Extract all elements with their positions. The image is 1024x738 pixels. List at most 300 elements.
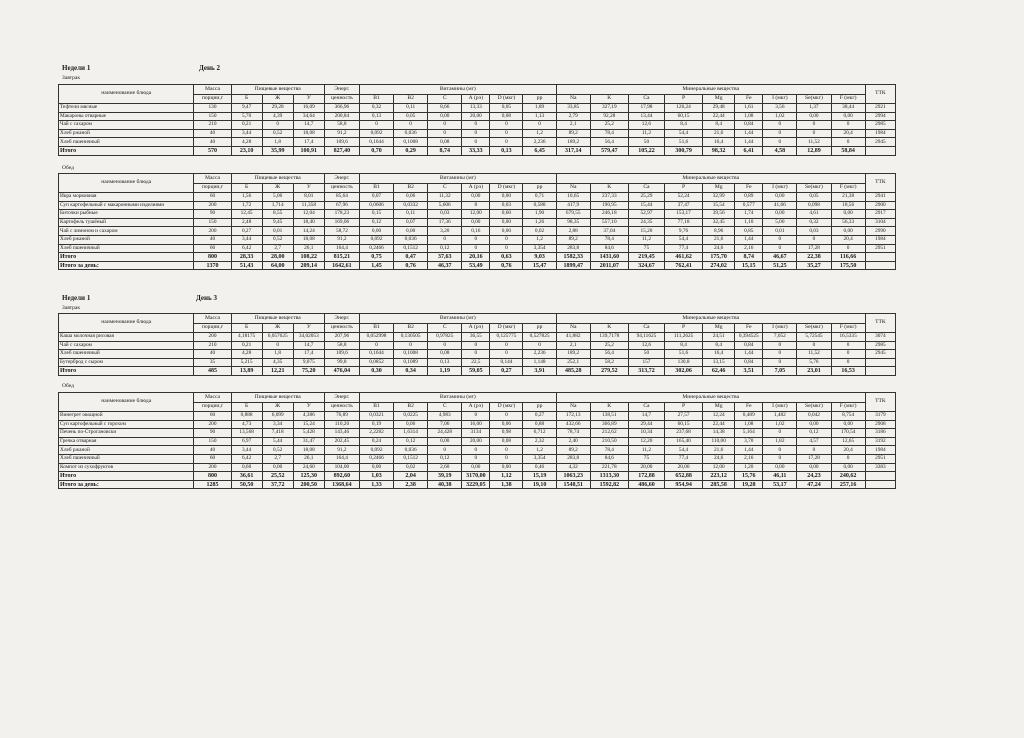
total-cell: 62,46 (703, 367, 735, 376)
table-cell: 4,57 (797, 437, 831, 446)
table-cell: 54,4 (665, 446, 703, 455)
total-cell: 762,41 (665, 261, 703, 270)
table-cell: 0 (462, 350, 490, 359)
col-header-b2: B2 (394, 95, 428, 104)
table-cell: 0,05 (797, 193, 831, 202)
table-cell: 21,6 (703, 129, 735, 138)
col-header-fe: Fe (735, 324, 763, 333)
total-label: Итого (59, 367, 194, 376)
table-cell: 29,44 (628, 420, 664, 429)
table-cell: 0 (462, 129, 490, 138)
table-cell: 8,4 (665, 341, 703, 350)
table-cell: 0,00 (831, 227, 865, 236)
table-cell: 237,68 (665, 429, 703, 438)
table-cell: 51,6 (665, 138, 703, 147)
table-cell: 366,96 (324, 104, 359, 113)
table-cell: 29,28 (262, 104, 293, 113)
table-cell: 17,28 (797, 244, 831, 253)
table-cell: 16,5335 (831, 333, 865, 342)
col-header-b1: B1 (359, 403, 393, 412)
day-total-row (59, 480, 896, 489)
table-cell: 0,00 (797, 112, 831, 121)
table-row (59, 463, 896, 472)
table-cell: 0 (490, 454, 523, 463)
total-cell: 4,58 (763, 146, 797, 155)
total-cell (865, 480, 895, 489)
table-cell: 0 (359, 121, 393, 130)
table-cell: 0 (490, 341, 523, 350)
table-cell: 15,20 (628, 227, 664, 236)
total-cell: 13,89 (231, 367, 262, 376)
total-label: Итого за день: (59, 261, 194, 270)
menu-table (58, 392, 896, 489)
total-cell: 1368,64 (324, 480, 359, 489)
table-cell: 4,983 (428, 412, 462, 421)
table-cell: 50 (628, 138, 664, 147)
table-cell: 1,44 (735, 446, 763, 455)
total-cell: 1,03 (359, 472, 393, 481)
header-row (59, 314, 896, 324)
table-cell: 8,4 (703, 121, 735, 130)
table-cell: 5,76 (797, 358, 831, 367)
table-cell: 153,17 (665, 210, 703, 219)
table-cell: 2,7 (262, 454, 293, 463)
total-cell: 485 (194, 367, 231, 376)
col-header-mg: Mg (703, 184, 735, 193)
table-cell: 40 (194, 129, 231, 138)
total-cell: 23,01 (797, 367, 831, 376)
dish-name: Суп картофельный с макаронными изделиями (59, 201, 194, 210)
table-row (59, 210, 896, 219)
table-cell: 0,00 (831, 210, 865, 219)
table-cell: 75 (628, 244, 664, 253)
table-cell: 0,12 (394, 437, 428, 446)
table-cell: 2,60 (428, 463, 462, 472)
table-cell: 3,44 (231, 235, 262, 244)
col-header-minerals: Минеральные вещества (556, 174, 865, 184)
table-cell: 0,2466 (359, 244, 393, 253)
total-cell: 28,33 (231, 253, 262, 262)
table-cell: 0,00 (462, 463, 490, 472)
table-cell: 75 (628, 454, 664, 463)
table-cell: 0,2466 (359, 454, 393, 463)
col-header-pp: pp (523, 184, 556, 193)
table-cell: 39,56 (703, 210, 735, 219)
col-header-f: F (мкг) (831, 184, 865, 193)
table-cell: 0 (490, 244, 523, 253)
table-cell: 0,84 (735, 121, 763, 130)
table-row (59, 350, 896, 359)
table-cell: 26,1 (293, 454, 324, 463)
dish-name: Хлеб пшеничный (59, 138, 194, 147)
total-label: Итого за день: (59, 480, 194, 489)
table-cell: 9,47 (231, 104, 262, 113)
table-cell: 29,48 (703, 104, 735, 113)
table-cell: 85,64 (324, 193, 359, 202)
col-header-name: наименование блюда (59, 393, 194, 412)
table-cell: 24,6 (703, 454, 735, 463)
table-cell: 89,2 (556, 235, 590, 244)
col-header-ca: Ca (628, 95, 664, 104)
table-cell: 20,4 (831, 129, 865, 138)
col-header-zh: Ж (262, 184, 293, 193)
table-cell: 89,2 (556, 129, 590, 138)
table-cell: 1,44 (735, 129, 763, 138)
col-header-i: I (мкг) (763, 184, 797, 193)
table-cell: 40 (194, 446, 231, 455)
table-cell: 0,00 (462, 218, 490, 227)
total-cell: 19,10 (523, 480, 556, 489)
table-cell: 1,08 (735, 112, 763, 121)
col-header-mg: Mg (703, 95, 735, 104)
table-cell: 11,358 (293, 201, 324, 210)
table-cell: 12,65 (831, 437, 865, 446)
total-cell: 64,00 (262, 261, 293, 270)
table-cell: 1,714 (262, 201, 293, 210)
total-cell: 0,13 (490, 146, 523, 155)
total-cell: 40,38 (428, 480, 462, 489)
table-cell: 1,02 (763, 420, 797, 429)
col-header-k: K (590, 403, 628, 412)
table-cell: 12,6 (628, 121, 664, 130)
table-cell: 7,06 (428, 420, 462, 429)
table-cell: 0 (394, 341, 428, 350)
table-cell: 252,1 (556, 358, 590, 367)
table-row (59, 446, 896, 455)
dish-name: Каша молочная рисовая (59, 333, 194, 342)
col-header-mg: Mg (703, 403, 735, 412)
total-cell: 3,91 (523, 367, 556, 376)
table-cell: 3074 (865, 333, 895, 342)
table-cell: 0 (763, 129, 797, 138)
table-cell: 18,40 (293, 218, 324, 227)
table-row (59, 333, 896, 342)
col-header-minerals: Минеральные вещества (556, 314, 865, 324)
table-cell: 3,44 (231, 446, 262, 455)
table-cell: 3,56 (763, 104, 797, 113)
col-header-a: А (рэ) (462, 184, 490, 193)
table-cell: 0,144 (490, 358, 523, 367)
table-cell: 0,08 (428, 350, 462, 359)
table-cell: 78,4 (590, 129, 628, 138)
table-cell: 170,54 (831, 429, 865, 438)
table-cell: 0,092 (359, 235, 393, 244)
table-cell: 3134 (462, 429, 490, 438)
col-header-a: А (рэ) (462, 95, 490, 104)
table-cell: 3,44 (231, 129, 262, 138)
dish-name: Чай с сахаром (59, 121, 194, 130)
dish-name: Тефтели мясные (59, 104, 194, 113)
table-cell: 0 (490, 138, 523, 147)
table-cell: 0 (428, 446, 462, 455)
total-row (59, 367, 896, 376)
table-cell: 0,052998 (359, 333, 393, 342)
table-cell: 189,2 (556, 138, 590, 147)
table-cell: 109,6 (324, 350, 359, 359)
col-header-p: P (665, 324, 703, 333)
dish-name: Хлеб пшеничный (59, 454, 194, 463)
table-cell: 67,96 (324, 201, 359, 210)
table-cell: 2,32 (523, 437, 556, 446)
table-cell: 0,13 (428, 358, 462, 367)
col-header-c: C (428, 403, 462, 412)
table-cell: 36,55 (462, 333, 490, 342)
table-cell: 139,7178 (590, 333, 628, 342)
total-cell: 0,76 (394, 261, 428, 270)
table-cell: 1,08 (735, 420, 763, 429)
table-cell: 33,85 (556, 104, 590, 113)
table-cell: 2985 (865, 121, 895, 130)
table-row (59, 218, 896, 227)
table-cell: 31,47 (293, 437, 324, 446)
col-header-mass: Масса (194, 174, 231, 184)
table-row (59, 429, 896, 438)
table-cell: 237,33 (590, 193, 628, 202)
table-cell: 78,4 (590, 446, 628, 455)
table-row (59, 112, 896, 121)
col-header-f: F (мкг) (831, 403, 865, 412)
total-cell: 1,45 (359, 261, 393, 270)
table-cell: 1,89 (523, 104, 556, 113)
total-cell: 3229,05 (462, 480, 490, 489)
total-cell: 12,89 (797, 146, 831, 155)
total-cell: 892,60 (324, 472, 359, 481)
col-header-nutrients: Пищевые вещества (231, 85, 324, 95)
table-cell: 1,2 (523, 129, 556, 138)
table-cell: 0,97825 (428, 333, 462, 342)
table-cell: 0,1644 (359, 350, 393, 359)
table-cell: 0,05 (490, 104, 523, 113)
table-cell: 0,08 (490, 437, 523, 446)
col-header-u: У (293, 324, 324, 333)
table-cell: 0,52 (262, 235, 293, 244)
table-cell: 22,5 (462, 358, 490, 367)
table-cell: 5,606 (428, 201, 462, 210)
total-cell: 0,30 (359, 367, 393, 376)
col-header-se: Se(мкг) (797, 95, 831, 104)
table-cell: 557,10 (590, 218, 628, 227)
total-cell: 53,17 (763, 480, 797, 489)
table-cell: 0 (831, 454, 865, 463)
table-cell: 283,8 (556, 244, 590, 253)
col-header-energy2: ценность (324, 95, 359, 104)
table-cell: 5,428 (293, 429, 324, 438)
table-cell: 0,21 (231, 121, 262, 130)
table-cell: 1,44 (735, 235, 763, 244)
table-cell: 18,08 (293, 235, 324, 244)
col-header-b: Б (231, 403, 262, 412)
table-cell: 0 (262, 341, 293, 350)
table-cell: 25,2 (590, 121, 628, 130)
table-cell: 366,89 (590, 420, 628, 429)
table-cell: 12,00 (462, 210, 490, 219)
total-cell: 35,99 (262, 146, 293, 155)
table-cell: 0,32 (359, 104, 393, 113)
table-cell: 0,03 (490, 201, 523, 210)
table-cell: 20,00 (462, 437, 490, 446)
table-cell: 8,754 (831, 412, 865, 421)
table-cell: 21,6 (703, 446, 735, 455)
table-cell: 14,24 (293, 227, 324, 236)
total-cell: 1,38 (490, 480, 523, 489)
table-cell: 0,52 (262, 129, 293, 138)
table-cell: 0,16 (462, 227, 490, 236)
total-cell: 815,21 (324, 253, 359, 262)
total-row (59, 146, 896, 155)
dish-name: Хлеб ржаной (59, 235, 194, 244)
total-cell: 302,06 (665, 367, 703, 376)
table-cell: 157 (628, 358, 664, 367)
total-cell: 47,24 (797, 480, 831, 489)
total-cell: 24,23 (797, 472, 831, 481)
table-cell: 8 (462, 201, 490, 210)
table-cell: 24,6 (703, 244, 735, 253)
table-cell: 2,79 (556, 112, 590, 121)
table-cell: 327,19 (590, 104, 628, 113)
col-header-zh: Ж (262, 95, 293, 104)
table-cell: 0,00 (763, 463, 797, 472)
table-cell: 0,00 (831, 463, 865, 472)
table-cell: 0 (462, 446, 490, 455)
table-cell: 11,52 (797, 350, 831, 359)
table-cell: 91,2 (324, 446, 359, 455)
total-cell: 100,91 (293, 146, 324, 155)
col-header-i: I (мкг) (763, 324, 797, 333)
total-cell: 1,12 (490, 472, 523, 481)
table-cell: 2,1 (556, 121, 590, 130)
table-cell: 6,42 (231, 244, 262, 253)
table-cell: 0,0606 (359, 201, 393, 210)
dish-name: Гречка отварная (59, 437, 194, 446)
table-cell: 13,44 (628, 112, 664, 121)
table-cell: 0 (262, 121, 293, 130)
table-cell: 4,61 (797, 210, 831, 219)
col-header-fe: Fe (735, 403, 763, 412)
table-cell: 1,8 (262, 350, 293, 359)
total-cell: 59,05 (462, 367, 490, 376)
table-cell: 0 (763, 429, 797, 438)
table-cell: 130,8 (665, 358, 703, 367)
table-cell: 32,99 (703, 193, 735, 202)
table-cell: 91,2 (324, 129, 359, 138)
table-cell: 126,24 (665, 104, 703, 113)
table-cell: 60,15 (665, 420, 703, 429)
table-cell: 0,21 (231, 341, 262, 350)
col-header-p: P (665, 184, 703, 193)
table-cell: 3,34 (262, 420, 293, 429)
table-cell: 77,4 (665, 244, 703, 253)
dish-name: Хлеб ржаной (59, 446, 194, 455)
table-row (59, 341, 896, 350)
table-row (59, 358, 896, 367)
table-cell: 2951 (865, 244, 895, 253)
table-cell: 40 (194, 350, 231, 359)
col-header-ca: Ca (628, 324, 664, 333)
table-cell: 0,02 (523, 227, 556, 236)
table-cell: 1,20 (735, 463, 763, 472)
table-cell: 16,09 (293, 104, 324, 113)
table-cell: 2,16 (735, 244, 763, 253)
table-cell: 143,46 (324, 429, 359, 438)
table-cell: 207,96 (324, 333, 359, 342)
table-cell: 15,54 (703, 201, 735, 210)
table-cell: 24,428 (428, 429, 462, 438)
table-cell: 0 (763, 244, 797, 253)
table-cell: 0,00 (490, 463, 523, 472)
table-cell: 77,18 (665, 218, 703, 227)
table-cell: 0,03 (797, 227, 831, 236)
table-cell: 0,00 (359, 463, 393, 472)
table-cell: 17,4 (293, 350, 324, 359)
col-header-nutrients: Пищевые вещества (231, 174, 324, 184)
col-header-d: D (мкг) (490, 403, 523, 412)
table-cell: 6,42 (231, 454, 262, 463)
dish-name: Компот из сухофруктов (59, 463, 194, 472)
table-cell: 7,418 (262, 429, 293, 438)
table-cell: 60 (194, 412, 231, 421)
table-cell: 0,02 (394, 463, 428, 472)
table-cell: 1984 (865, 129, 895, 138)
table-cell: 0,00 (763, 193, 797, 202)
total-cell: 200,50 (293, 480, 324, 489)
header-row (59, 393, 896, 403)
table-cell: 0,15 (359, 210, 393, 219)
table-cell: 12,45 (231, 210, 262, 219)
table-cell: 37,47 (665, 201, 703, 210)
table-cell (865, 358, 895, 367)
table-cell: 11,52 (797, 138, 831, 147)
col-header-portion: порции,г (194, 403, 231, 412)
col-header-se: Se(мкг) (797, 184, 831, 193)
col-header-energy: Энерг. (324, 393, 359, 403)
table-row (59, 412, 896, 421)
col-header-b1: B1 (359, 324, 393, 333)
table-cell: 0 (523, 121, 556, 130)
table-cell: 0,00 (262, 463, 293, 472)
table-cell: 0,00 (428, 437, 462, 446)
col-header-f: F (мкг) (831, 95, 865, 104)
table-cell: 2,40 (556, 437, 590, 446)
table-cell: 20,00 (462, 112, 490, 121)
table-cell: 0 (831, 358, 865, 367)
col-header-na: Na (556, 95, 590, 104)
total-cell: 1899,47 (556, 261, 590, 270)
table-cell: 54,4 (665, 235, 703, 244)
total-cell: 0,27 (490, 367, 523, 376)
table-cell: 0,19 (359, 420, 393, 429)
table-cell: 5,00 (763, 218, 797, 227)
table-cell: 110,00 (703, 437, 735, 446)
table-row (59, 201, 896, 210)
col-header-nutrients: Пищевые вещества (231, 393, 324, 403)
total-cell: 28,00 (262, 253, 293, 262)
table-cell: 0 (763, 446, 797, 455)
total-label: Итого (59, 253, 194, 262)
table-cell: 11,2 (628, 129, 664, 138)
total-cell: 25,52 (262, 472, 293, 481)
total-cell: 50,50 (231, 480, 262, 489)
table-cell: 1,72 (231, 201, 262, 210)
dish-name: Хлеб пшеничный (59, 244, 194, 253)
table-cell: 0 (490, 446, 523, 455)
table-cell: 0,24 (359, 437, 393, 446)
table-cell: 0,036 (394, 129, 428, 138)
table-cell: 246,18 (590, 210, 628, 219)
col-header-k: K (590, 184, 628, 193)
table-cell: 51,6 (665, 350, 703, 359)
total-cell: 1370 (194, 261, 231, 270)
total-cell: 39,19 (428, 472, 462, 481)
